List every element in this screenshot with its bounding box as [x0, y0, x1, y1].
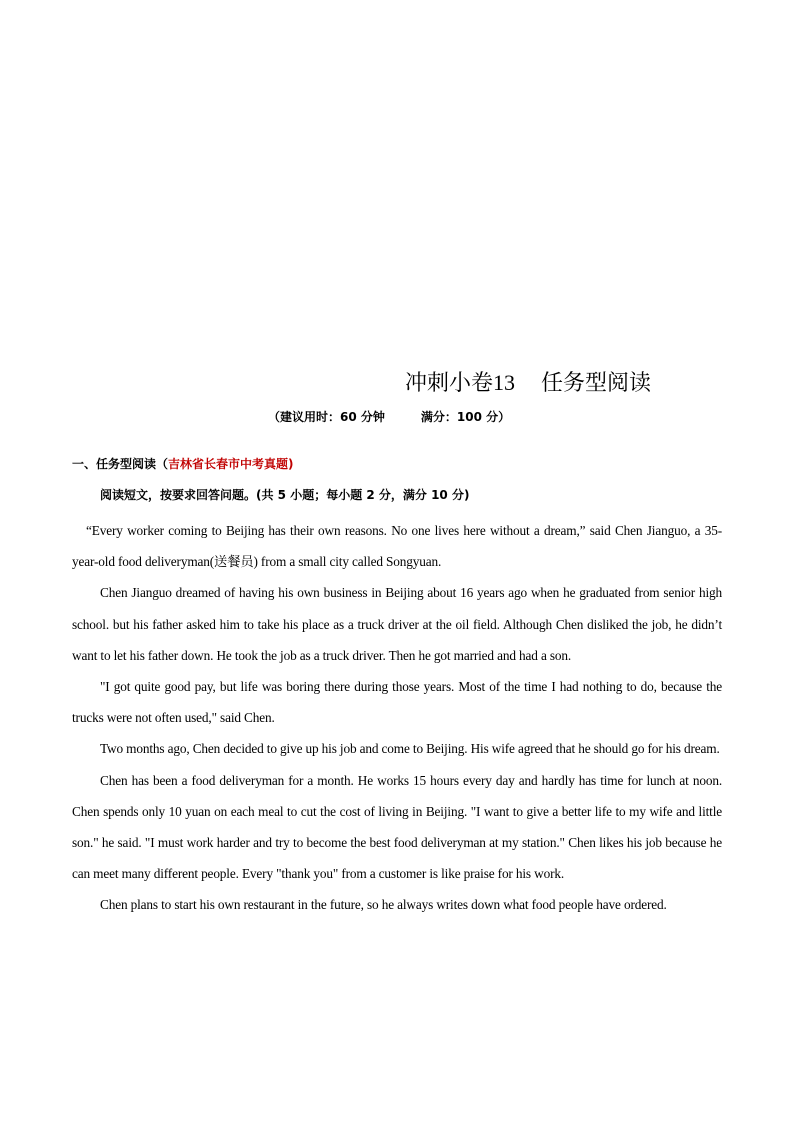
section-heading	[72, 455, 294, 473]
passage-paragraph: "I got quite good pay, but life was boring there during those years. Most of the time I had nothing to do, because the trucks were not often used," said Chen.	[72, 679, 722, 726]
reading-passage	[72, 515, 722, 921]
exam-subtitle	[268, 408, 510, 426]
passage-paragraph: Chen plans to start his own restaurant in the future, so he always writes down what food people have ordered.	[100, 897, 667, 913]
passage-paragraph: “Every worker coming to Beijing has their own reasons. No one lives here without a dream,” said Chen Jianguo, a 35-year-old food deliveryman(送餐员) from a small city called Songyuan.	[72, 523, 722, 570]
section-title: 一、任务型阅读（	[72, 457, 169, 471]
suggested-time: （建议用时：60 分钟	[268, 410, 385, 424]
title-topic: 任务型阅读	[541, 371, 652, 396]
title-main: 冲刺小卷	[405, 371, 494, 396]
passage-paragraph: Two months ago, Chen decided to give up his job and come to Beijing. His wife agreed that he should go for his dream.	[100, 741, 720, 757]
title-number: 13	[493, 370, 516, 395]
section-source: 吉林省长春市中考真题)	[168, 457, 294, 471]
section-instructions: 阅读短文，按要求回答问题。(共 5 小题；每小题 2 分，满分 10 分)	[100, 488, 470, 502]
page-title	[405, 368, 651, 399]
passage-paragraph: Chen Jianguo dreamed of having his own business in Beijing about 16 years ago when he graduated from senior high school. but his father asked him to take his place as a truck driver at the oil field. Although Chen disliked the job, he didn’t want to let his father down. He took the job as a truck driver. Then he got married and had a son.	[72, 585, 722, 663]
passage-paragraph: Chen has been a food deliveryman for a month. He works 15 hours every day and hardly has time for lunch at noon. Chen spends only 10 yuan on each meal to cut the cost of living in Beijing. "I want to give a better life to my wife and little son." he said. "I must work harder and try to become the best food deliveryman at my station." Chen likes his job because he can meet many different people. Every "thank you" from a customer is like praise for his work.	[72, 772, 722, 882]
full-score: 满分：100 分）	[420, 410, 511, 424]
